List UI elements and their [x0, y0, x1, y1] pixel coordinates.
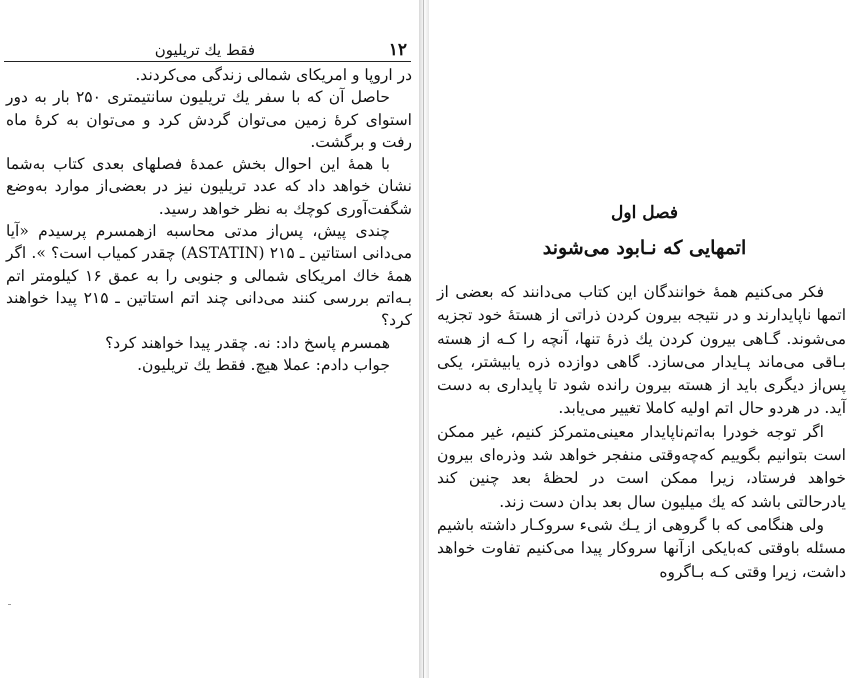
scan-mark: [8, 604, 11, 605]
paragraph: اگر توجه خودرا به‌اتم‌ناپايدار معينی‌متمركز كنيم، غير ممكن است بتوانيم بگوييم كه‌چه‌وقتی منفجر خواهد شد وذره‌ای بيرون خواهد فرستاد، زيرا ممكن است در لحظهٔ بعد چنين كند يادرحالتی باشد كه يك ميليون سال بعد بدان دست زند.: [437, 422, 846, 511]
dialog-block: [6, 332, 412, 377]
dialog-line: همسرم پاسخ داد: نه. چقدر پيدا خواهند كرد؟: [105, 333, 390, 352]
right-body-text: [437, 281, 846, 584]
gutter-line: [423, 0, 424, 678]
paragraph: با همهٔ اين احوال بخش عمدهٔ فصلهای بعدی كتاب به‌شما نشان خواهد داد كه عدد تريليون نيز در بعضی‌از موارد به‌وضع شگفت‌آوری كوچك به نظر خواهد رسيد.: [6, 155, 412, 218]
dialog-line: جواب دادم: عملا هيچ. فقط يك تريليون.: [137, 355, 390, 374]
left-body-text: [6, 64, 412, 376]
paragraph: فكر می‌كنيم همهٔ خوانندگان اين كتاب می‌دانند كه بعضی از اتمها ناپايدارند و در نتيجه بيرون كردن ذراتی از هستهٔ خود تجزيه می‌شوند. گـاهی بيرون كردن يك ذرهٔ تنها، آنچه را كـه از هسته بـاقی می‌ماند پـايدار می‌سازد. گاهی دوازده ذره يابيشتر، يكی پس‌از ديگری بايد از هسته بيرون رانده شود تا پايداری به دست آيد. در هردو حال اتم اوليه كاملا تغيير می‌يابد.: [437, 283, 846, 418]
book-gutter: [419, 0, 429, 678]
page-header: [4, 39, 411, 62]
chapter-title: اتمهایی كه نـابود می‌شوند: [542, 237, 747, 259]
running-title: فقط يك تريليون: [154, 41, 255, 59]
paragraph: ولی هنگامی كه با گروهی از يـك شیء سروكـار داشته باشيم مسئله باوقتی كه‌بايكی ازآنها سروكار پيدا می‌كنيم تفاوت خواهد داشت، زيرا وقتی كـه بـا‌گروه: [437, 515, 846, 581]
continued-line: در اروپا و امریكای شمالی زندگی می‌كردند.: [135, 66, 412, 84]
page-number: ۱۲: [388, 40, 407, 60]
left-page: [0, 0, 419, 678]
chapter-label: فصل اول: [611, 203, 678, 223]
paragraph: حاصل آن كه با سفر يك تريليون سانتيمتری ۲۵۰ بار به دور استوای كرهٔ زمين می‌توان گردش كرد و می‌توان به كرهٔ ماه رفت و برگشت.: [6, 88, 412, 151]
paragraph: چندی پيش، پس‌از مدتی محاسبه ازهمسرم پرسيدم «آيا می‌دانی استاتين ـ ۲۱۵ (ASTATIN) چقدر كمياب است؟ ». اگر همهٔ خاك امريكای شمالی و جنوبی را به عمق ۱۶ كيلومتر اتم بـه‌اتم بررسی كنند می‌دانی چند اتم استاتين ـ ۲۱۵ پيدا خواهند كرد؟: [6, 222, 412, 330]
right-page: [429, 0, 852, 678]
